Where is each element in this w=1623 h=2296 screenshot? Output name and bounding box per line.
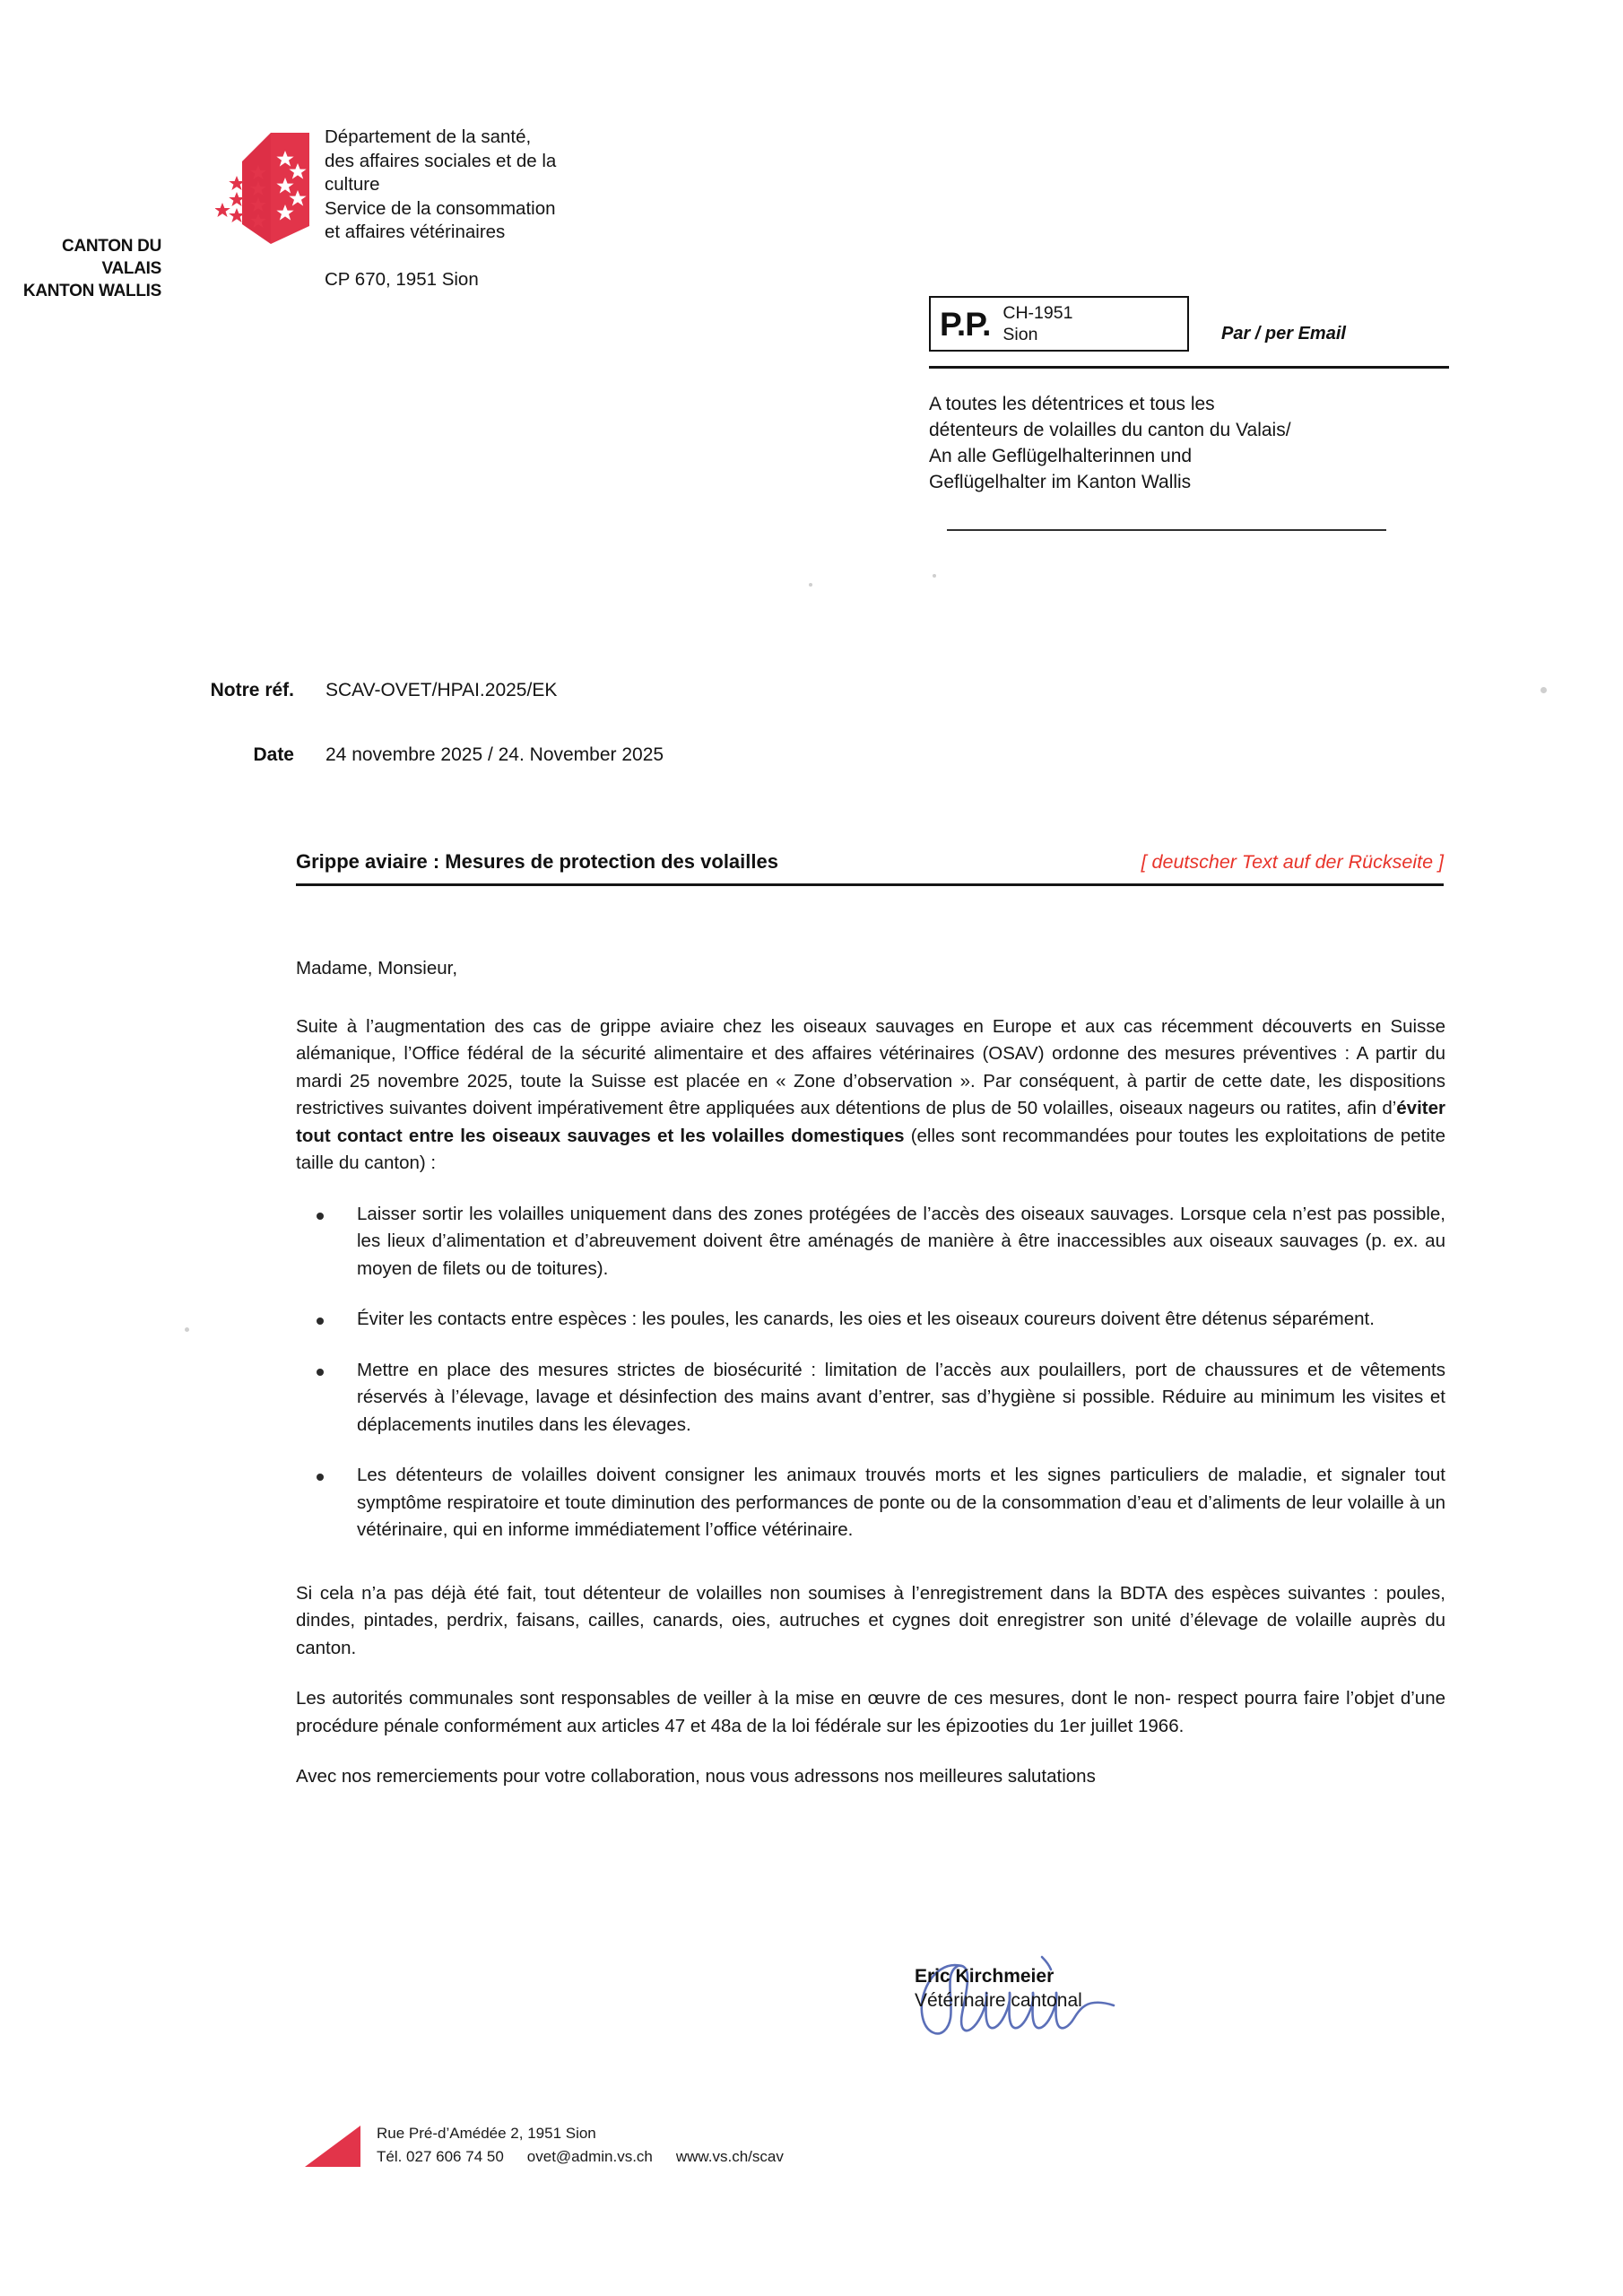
- canton-name-fr: CANTON DU VALAIS: [62, 237, 161, 278]
- document-meta: [161, 678, 1058, 768]
- date-label: Date: [253, 744, 294, 765]
- list-item: Mettre en place des mesures strictes de biosécurité : limitation de l’accès aux poulaillers, port de chaussures et de vêtements réservés à l’élevage, lavage et désinfection des mains avant d’entrer, sas d’hygiène si possible. Réduire au minimum les visites et déplacements inutiles dans les élevages.: [296, 1357, 1445, 1439]
- addressee-line-4: Geflügelhalter im Kanton Wallis: [929, 472, 1192, 492]
- department-lines: [325, 126, 556, 291]
- scan-speck: [933, 574, 936, 578]
- signature-block: [915, 1964, 1327, 2013]
- intro-text-emphasis: éviter tout contact entre les oiseaux sauvages et les volailles domestiques: [296, 1098, 1445, 1146]
- footer-text: [377, 2122, 784, 2169]
- intro-paragraph: [296, 1013, 1445, 1178]
- department-line-2: des affaires sociales et de la: [325, 150, 557, 171]
- body-spacer: [296, 1568, 1445, 1580]
- delivery-note: Par / per Email: [1221, 324, 1346, 344]
- measures-list: [296, 1201, 1445, 1544]
- german-version-note: [ deutscher Text auf der Rückseite ]: [1141, 851, 1444, 873]
- pp-box: [929, 296, 1189, 352]
- pp-city-name: Sion: [1002, 325, 1038, 344]
- addressee-line-1: A toutes les détentrices et tous les: [929, 394, 1215, 414]
- letterhead: [215, 126, 897, 291]
- canton-name-de: KANTON WALLIS: [22, 282, 161, 300]
- scan-speck: [1541, 687, 1547, 693]
- footer-contact: [377, 2145, 784, 2169]
- addressee-block: [929, 391, 1291, 495]
- reference-value: SCAV-OVET/HPAI.2025/EK: [325, 680, 558, 700]
- enforcement-paragraph: Les autorités communales sont responsables de veiller à la mise en œuvre de ces mesures, dont le non- respect pourra faire l’objet d’une procédure pénale conformément aux articles 47 et 48a de la loi fédérale sur les épizooties du 1er juillet 1966.: [296, 1688, 1445, 1736]
- reference-label: Notre réf.: [210, 680, 294, 700]
- letter-body: [296, 955, 1445, 1791]
- list-item: Laisser sortir les volailles uniquement dans des zones protégées de l’accès des oiseaux sauvages. Lorsque cela n’est pas possible, les lieux d’alimentation et d’abreuvement doivent être aménagés de manière à être inaccessibles aux oiseaux sauvages (p. ex. au moyen de filets ou de toitures).: [296, 1201, 1445, 1283]
- scan-speck: [185, 1327, 189, 1332]
- pp-mark: P.P.: [940, 305, 991, 343]
- postal-rule-bottom: [947, 529, 1386, 531]
- pp-postcode: CH-1951: [1002, 303, 1073, 323]
- salutation: Madame, Monsieur,: [296, 958, 458, 978]
- department-line-4: Service de la consommation: [325, 197, 556, 219]
- subject-block: [296, 850, 1444, 886]
- postal-header: [929, 296, 1503, 352]
- signatory-title: Vétérinaire cantonal: [915, 1990, 1082, 2011]
- closing-paragraph: Avec nos remerciements pour votre collaboration, nous vous adressons nos meilleures salutations: [296, 1766, 1096, 1787]
- canton-name: [0, 235, 161, 302]
- list-item: Les détenteurs de volailles doivent consigner les animaux trouvés morts et les signes particuliers de maladie, et signaler tout symptôme respiratoire et toute diminution des performances de ponte ou de la consommation d’eau et d’aliments de leur volaille à un vétérinaire, qui en informe immédiatement l’office vétérinaire.: [296, 1462, 1445, 1544]
- date-value: 24 novembre 2025 / 24. November 2025: [325, 744, 664, 765]
- addressee-line-3: An alle Geflügelhalterinnen und: [929, 446, 1193, 466]
- valais-coat-of-arms: [215, 126, 314, 256]
- scan-speck: [809, 583, 812, 587]
- letterhead-spacer: [325, 245, 556, 268]
- coat-of-arms-icon: [215, 126, 314, 256]
- footer-email[interactable]: ovet@admin.vs.ch: [526, 2148, 653, 2165]
- footer-website[interactable]: www.vs.ch/scav: [675, 2148, 784, 2165]
- page-title: Grippe aviaire : Mesures de protection des volailles: [296, 850, 778, 873]
- list-item: Éviter les contacts entre espèces : les poules, les canards, les oies et les oiseaux coureurs doivent être détenus séparément.: [296, 1306, 1445, 1334]
- subject-inner: [296, 850, 1444, 886]
- intro-text-part1: Suite à l’augmentation des cas de grippe aviaire chez les oiseaux sauvages en Europe et aux cas récemment découverts en Suisse alémanique, l’Office fédéral de la sécurité alimentaire et des affaires vétérinaires (OSAV) ordonne des mesures préventives : A partir du mardi 25 novembre 2025, toute la Suisse est placée en « Zone d’observation ». Par conséquent, à partir de cette date, les dispositions restrictives suivantes doivent impérativement être appliquées aux détentions de plus de 50 volailles, oiseaux nageurs ou ratites, afin d’: [296, 1015, 1445, 1118]
- registration-paragraph: Si cela n’a pas déjà été fait, tout détenteur de volailles non soumises à l’enregistrement dans la BDTA des espèces suivantes : poules, dindes, pintades, perdrix, faisans, cailles, canards, oies, autruches et cygnes doit enregistrer son unité d’élevage de volaille auprès du canton.: [296, 1582, 1445, 1658]
- pp-destination: [1002, 302, 1072, 345]
- addressee-line-2: détenteurs de volailles du canton du Valais/: [929, 420, 1291, 440]
- footer-triangle-icon: [305, 2126, 360, 2167]
- footer-address: Rue Pré-d’Amédée 2, 1951 Sion: [377, 2125, 596, 2142]
- po-box: CP 670, 1951 Sion: [325, 268, 479, 290]
- postal-rule-top: [929, 366, 1449, 369]
- intro-text-part2: (elles sont recommandées pour toutes les exploitations de petite taille du canton) :: [296, 1125, 1446, 1173]
- date-row: [161, 743, 1058, 768]
- signatory-name: Eric Kirchmeier: [915, 1966, 1055, 1987]
- department-line-3: culture: [325, 174, 380, 195]
- reference-row: [161, 678, 1058, 703]
- department-line-1: Département de la santé,: [325, 126, 532, 147]
- footer: [305, 2122, 784, 2169]
- footer-phone: Tél. 027 606 74 50: [377, 2148, 504, 2165]
- department-line-5: et affaires vétérinaires: [325, 222, 506, 242]
